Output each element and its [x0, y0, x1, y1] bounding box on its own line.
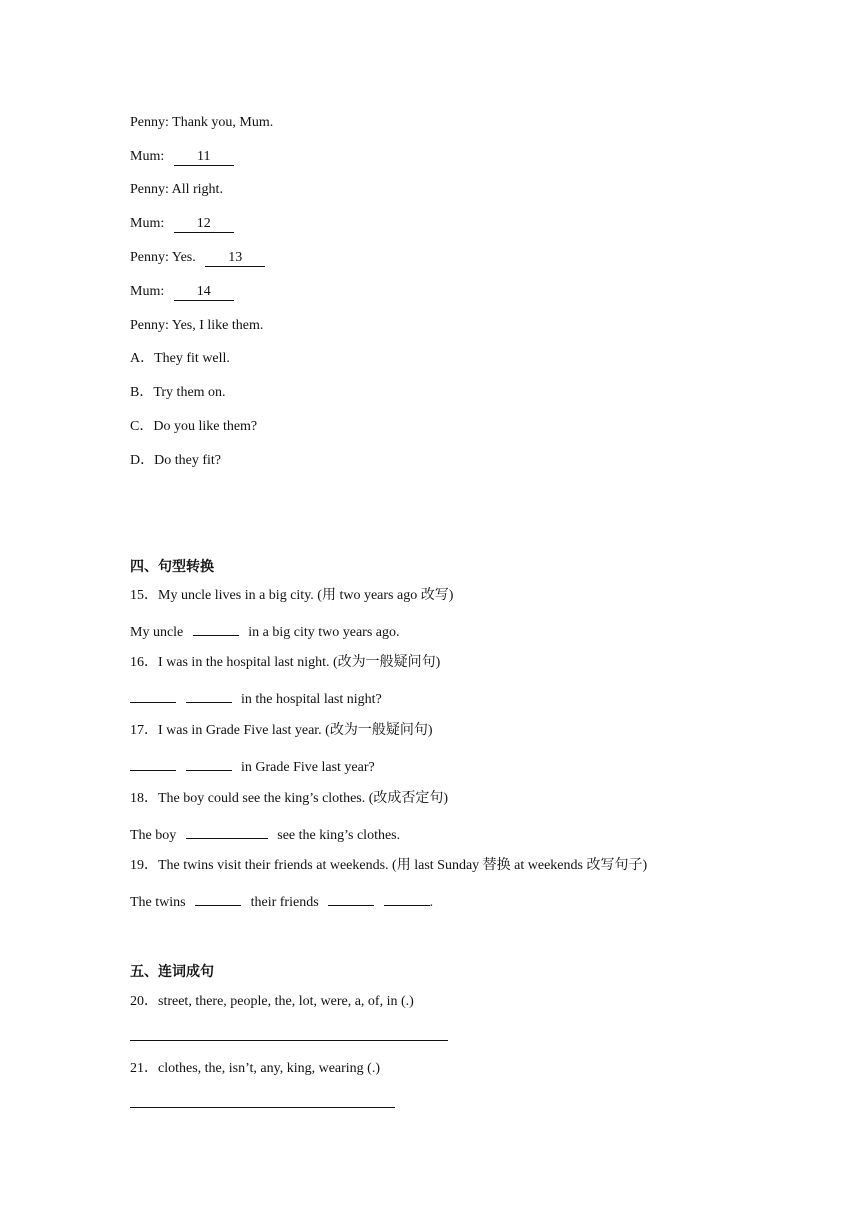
speaker-penny: Penny: Yes. [130, 250, 196, 265]
answer-19-prefix: The twins [130, 895, 186, 910]
question-18: 18．The boy could see the king’s clothes. (改成否定句) [130, 791, 449, 806]
dialogue-line-5 [130, 249, 265, 267]
answer-15-suffix: in a big city two years ago. [248, 625, 400, 640]
answer-17 [130, 756, 375, 777]
speaker-mum: Mum: [130, 216, 165, 231]
answer-line-21[interactable] [130, 1107, 395, 1108]
question-20: 20．street, there, people, the, lot, were, a, of, in (.) [130, 994, 414, 1009]
answer-19-period: . [429, 895, 434, 910]
answer-15 [130, 621, 400, 642]
dialogue-line-3: Penny: All right. [130, 182, 223, 197]
blank-15[interactable] [193, 621, 239, 636]
question-15: 15．My uncle lives in a big city. (用 two years ago 改写) [130, 588, 454, 603]
dialogue-line-1: Penny: Thank you, Mum. [130, 115, 274, 130]
blank-19c[interactable] [384, 891, 430, 906]
blank-17a[interactable] [130, 756, 176, 771]
question-19: 19．The twins visit their friends at weekends. (用 last Sunday 替换 at weekends 改写句子) [130, 858, 648, 873]
answer-16-suffix: in the hospital last night? [241, 692, 382, 707]
option-a: A．They fit well. [130, 351, 230, 366]
answer-17-suffix: in Grade Five last year? [241, 760, 375, 775]
answer-18-prefix: The boy [130, 828, 177, 843]
option-b: B．Try them on. [130, 385, 226, 400]
dialogue-line-6 [130, 283, 234, 301]
question-17: 17．I was in Grade Five last year. (改为一般疑问句) [130, 723, 433, 738]
dialogue-line-7: Penny: Yes, I like them. [130, 318, 264, 333]
blank-19b[interactable] [328, 891, 374, 906]
blank-14[interactable]: 14 [174, 284, 234, 301]
answer-line-20[interactable] [130, 1040, 448, 1041]
section-5-title: 五、连词成句 [130, 964, 214, 980]
answer-19 [130, 891, 433, 912]
section-4-title: 四、句型转换 [130, 559, 214, 575]
blank-16b[interactable] [186, 688, 232, 703]
answer-18-suffix: see the king’s clothes. [277, 828, 401, 843]
option-d: D．Do they fit? [130, 453, 221, 468]
answer-19-middle: their friends [250, 895, 319, 910]
blank-18[interactable] [186, 824, 268, 839]
question-21: 21．clothes, the, isn’t, any, king, wearing (.) [130, 1061, 381, 1076]
speaker-mum: Mum: [130, 284, 165, 299]
blank-12[interactable]: 12 [174, 216, 234, 233]
answer-16 [130, 688, 382, 709]
dialogue-line-2 [130, 148, 234, 166]
option-c: C．Do you like them? [130, 419, 258, 434]
blank-17b[interactable] [186, 756, 232, 771]
question-16: 16．I was in the hospital last night. (改为一般疑问句) [130, 655, 441, 670]
blank-16a[interactable] [130, 688, 176, 703]
blank-13[interactable]: 13 [205, 250, 265, 267]
blank-11[interactable]: 11 [174, 149, 234, 166]
blank-19a[interactable] [195, 891, 241, 906]
dialogue-line-4 [130, 215, 234, 233]
speaker-mum: Mum: [130, 149, 165, 164]
answer-18 [130, 824, 400, 845]
answer-15-prefix: My uncle [130, 625, 184, 640]
